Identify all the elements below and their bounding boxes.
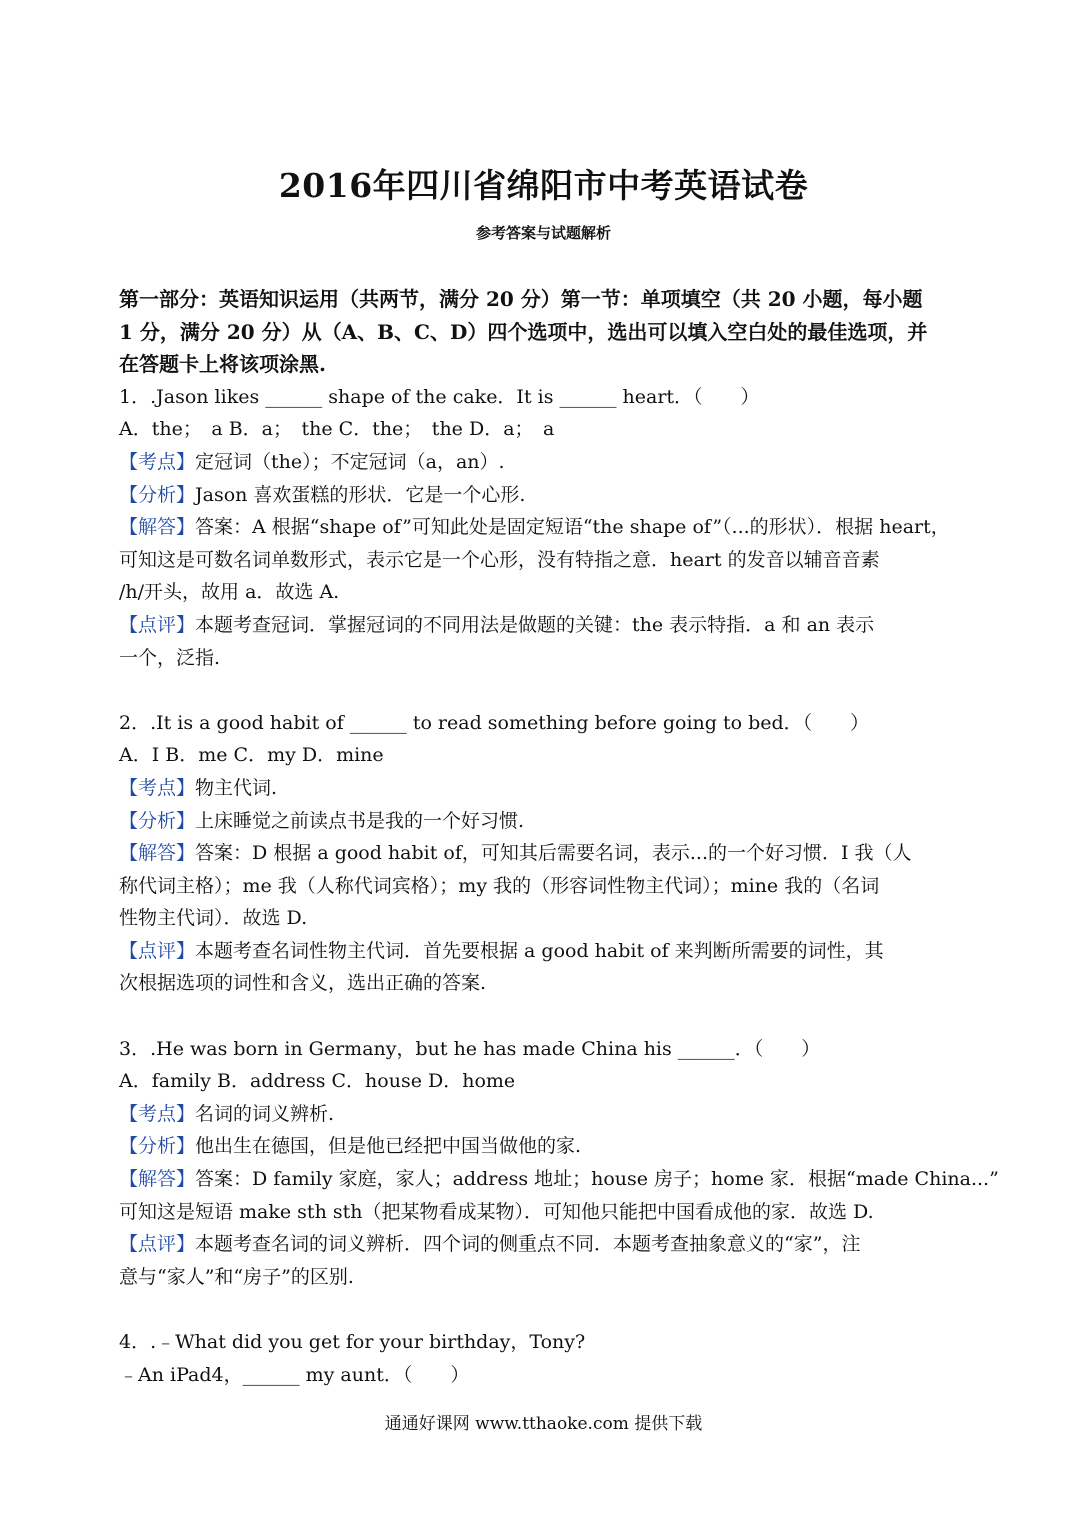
- page-subtitle: 参考答案与试题解析: [475, 224, 611, 242]
- question-1-stem: 1．.Jason likes ______ shape of the cake．It is ______ heart．（ ）: [119, 385, 760, 408]
- jieda-tag: 【解答】: [119, 1168, 196, 1191]
- jieda-text: 答案：D 根据 a good habit of，可知其后需要名词，表示...的一个好习惯．I 我（人: [195, 842, 912, 865]
- dianping-text-line: 一个，泛指.: [119, 646, 221, 669]
- jieda-tag: 【解答】: [119, 516, 196, 539]
- kaodian-text: 名词的词义辨析.: [195, 1102, 335, 1125]
- question-3-stem: 3．.He was born in Germany，but he has made China his ______．（ ）: [119, 1037, 821, 1060]
- question-2-options: A．I B．me C．my D．mine: [119, 744, 384, 767]
- page-title: 2016年四川省绵阳市中考英语试卷: [278, 166, 809, 205]
- section-header-line: 第一部分：英语知识运用（共两节，满分 20 分）第一节：单项填空（共 20 小题，每小题: [119, 287, 923, 311]
- spacer: [119, 674, 971, 707]
- question-3-fenxi: [119, 1130, 971, 1163]
- question-2-fenxi: [119, 805, 971, 838]
- question-2-dianping: [119, 935, 971, 968]
- question-2-kaodian: [119, 772, 971, 805]
- document-body: [119, 283, 999, 1391]
- kaodian-tag: 【考点】: [119, 776, 196, 799]
- jieda-text-line: 可知这是短语 make sth sth（把某物看成某物）．可知他只能把中国看成他的家．故选 D.: [119, 1200, 874, 1223]
- question-3-kaodian: [119, 1098, 971, 1131]
- kaodian-text: 定冠词（the）；不定冠词（a，an）.: [195, 450, 505, 473]
- fenxi-text: Jason 喜欢蛋糕的形状．它是一个心形.: [195, 483, 526, 506]
- question-1-options: A．the； a B．a； the C．the； the D．a； a: [119, 418, 555, 441]
- jieda-text-line: 称代词主格）；me 我（人称代词宾格）；my 我的（形容词性物主代词）；mine 我的（名词: [119, 874, 880, 897]
- kaodian-tag: 【考点】: [119, 450, 196, 473]
- question-4-stem: 4．.﹣What did you get for your birthday，Tony?: [119, 1331, 586, 1353]
- dianping-text: 本题考查冠词．掌握冠词的不同用法是做题的关键：the 表示特指．a 和 an 表示: [195, 613, 875, 636]
- question-3-jieda: [119, 1163, 999, 1196]
- dianping-text-line: 次根据选项的词性和含义，选出正确的答案.: [119, 972, 487, 995]
- question-3-dianping: [119, 1228, 971, 1261]
- dianping-text-line: 意与“家人”和“房子”的区别.: [119, 1265, 354, 1288]
- jieda-tag: 【解答】: [119, 842, 196, 865]
- section-header-line: 1 分，满分 20 分）从（A、B、C、D）四个选项中，选出可以填入空白处的最佳选项，并: [119, 319, 928, 344]
- section-header-line: 在答题卡上将该项涂黑.: [119, 352, 326, 377]
- kaodian-text: 物主代词.: [195, 776, 278, 799]
- dianping-tag: 【点评】: [119, 613, 196, 636]
- fenxi-text: 上床睡觉之前读点书是我的一个好习惯.: [195, 809, 525, 832]
- jieda-text-line: 可知这是可数名词单数形式，表示它是一个心形，没有特指之意．heart 的发音以辅音音素: [119, 548, 880, 571]
- dianping-tag: 【点评】: [119, 939, 196, 962]
- fenxi-text: 他出生在德国，但是他已经把中国当做他的家.: [195, 1135, 582, 1158]
- question-2-jieda: [119, 837, 971, 870]
- dianping-text: 本题考查名词性物主代词．首先要根据 a good habit of 来判断所需要的词性，其: [195, 939, 884, 962]
- page-footer: 通通好课网 www.tthaoke.com 提供下载: [384, 1414, 703, 1434]
- dianping-tag: 【点评】: [119, 1233, 196, 1256]
- fenxi-tag: 【分析】: [119, 809, 196, 832]
- spacer: [119, 1000, 971, 1033]
- jieda-text: 答案：D family 家庭，家人；address 地址；house 房子；home 家．根据“made China...”: [195, 1168, 999, 1191]
- kaodian-tag: 【考点】: [119, 1102, 196, 1125]
- dianping-text: 本题考查名词的词义辨析．四个词的侧重点不同．本题考查抽象意义的“家”，注: [195, 1233, 861, 1256]
- jieda-text-line: /h/开头，故用 a．故选 A.: [119, 581, 340, 604]
- fenxi-tag: 【分析】: [119, 483, 196, 506]
- question-1-dianping: [119, 609, 971, 642]
- question-1-fenxi: [119, 479, 971, 512]
- question-3-options: A．family B．address C．house D．home: [119, 1070, 516, 1093]
- question-1-kaodian: [119, 446, 971, 479]
- question-4-line2: ﹣An iPad4，______ my aunt．（ ）: [119, 1363, 470, 1386]
- spacer: [119, 1293, 971, 1326]
- jieda-text-line: 性物主代词）．故选 D.: [119, 907, 308, 930]
- question-1-jieda: [119, 511, 971, 544]
- question-2-stem: 2．.It is a good habit of ______ to read something before going to bed．（ ）: [119, 711, 870, 734]
- jieda-text: 答案：A 根据“shape of”可知此处是固定短语“the shape of”（...的形状）．根据 heart，: [195, 516, 950, 539]
- fenxi-tag: 【分析】: [119, 1135, 196, 1158]
